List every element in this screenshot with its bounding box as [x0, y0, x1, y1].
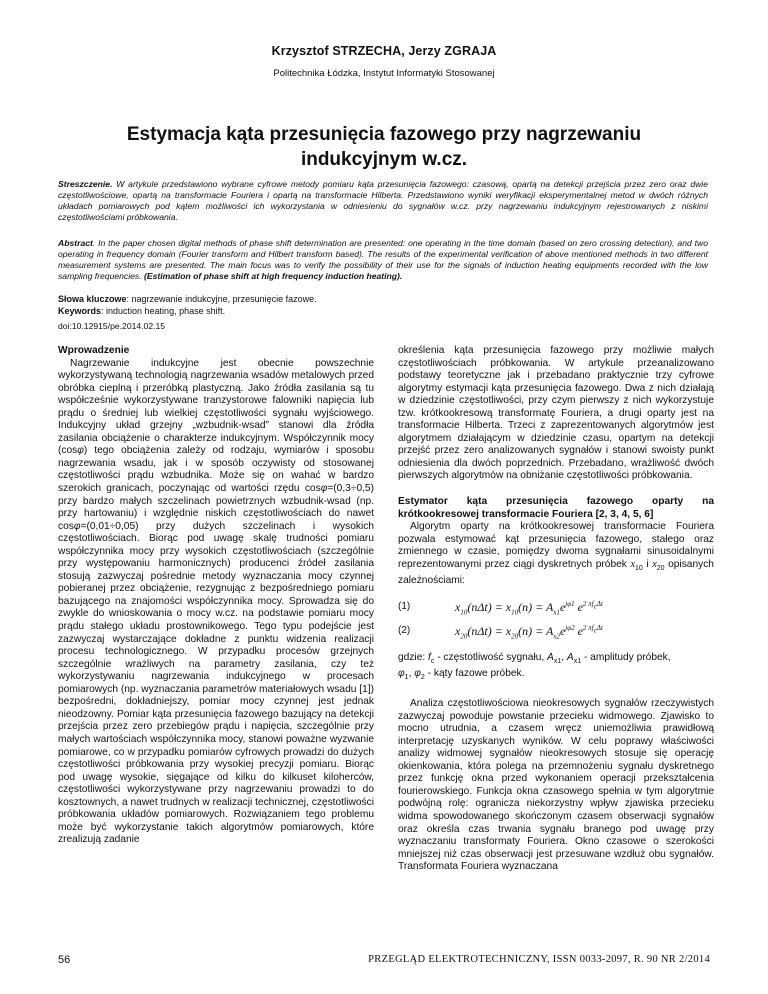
keywords-polish: [58, 293, 708, 305]
equation-2-number: (2): [398, 624, 411, 636]
equation-2: (2) $x_{20}(n\Delta t) = x_{20}(n) = A_{x2}e^{j\varphi 2}$ $e^{2 \pi f_c\Delta t}$: [398, 623, 603, 641]
spectral-leakage-paragraph: Analiza częstotliwościowa nieokresowych sygnałów rzeczywistych zazwyczaj powoduje powstanie przecieku widmowego. Zjawisko to mocno utrudnia, a czasem wręcz uniemożliwia prawidłową interpretację uzyskanych wyników. W celu poprawy właściwości analizy widmowej sygnałów nieokresowych stosuje się operację okienkowania, która polega na przemnożeniu sygnału dyskretnego przez funkcję okna przed wykonaniem operacji przekształcenia fourierowskiego. Funkcja okna czasowego spełnia w tym algorytmie podwójną rolę: ogranicza niekorzystny wpływ zjawiska przecieku widma spowodowanego skończonym czasem obserwacji sygnałów oraz określa czas trwania sygnału branego pod uwagę przy wyznaczaniu transformaty Fouriera. Okno czasowe o szerokości mniejszej niż czas obserwacji jest przesuwane wzdłuż obu sygnałów. Transformata Fouriera wyznaczana: [398, 698, 714, 873]
section-heading-introduction: Wprowadzenie: [58, 345, 130, 356]
paper-title: Estymacja kąta przesunięcia fazowego przy nagrzewaniu indukcyjnym w.cz.: [126, 124, 642, 170]
right-column: [398, 345, 714, 874]
english-title: (Estimation of phase shift at high frequency induction heating).: [143, 271, 403, 281]
fourier-paragraph: Algorytm oparty na krótkookresowej transformacie Fouriera pozwala estymować kąt przesunięcia fazowego, stałego oraz zmiennego w czasie, pomiędzy dwoma sygnałami sinusoidalnymi reprezentowanymi przez ciągi dyskretnych próbek $x_{10}$ i $x_{20}$ opisanych zależnościami:: [398, 521, 714, 587]
abstract-pl-text: W artykule przedstawiono wybrane cyfrowe metody pomiaru kąta przesunięcia fazowego: czasową, opartą na detekcji przejścia przez zero oraz dwie częstotliwościowe, opartą na transformacie Fouriera i opartą na transformacie Hilberta. Przedstawiono wyniki weryfikacji eksperymentalnej metod w dwóch różnych układach pomiarowych pod kątem możliwości ich wykorzystania w odniesieniu do sygnałów w.cz. przy nagrzewaniu indukcyjnym rejestrowanych z niskimi częstotliwościami próbkowania.: [58, 179, 708, 222]
abstract-pl-label: Streszczenie.: [58, 179, 113, 189]
where-definitions: gdzie: $f_c$ - częstotliwość sygnału, $A_{x1}$, $A_{x1}$ - amplitudy próbek, $\varphi_1$, $\varphi_2$ - kąty fazowe próbek.: [398, 651, 671, 682]
page-number: 56: [58, 954, 71, 966]
keywords-pl-label: Słowa kluczowe: [58, 294, 127, 304]
equation-1-number: (1): [398, 600, 411, 612]
intro-paragraph: Nagrzewanie indukcyjne jest obecnie powszechnie wykorzystywaną technologią nagrzewania wsadów metalowych przed obróbka cieplną i przeróbką plastyczną. Jako źródła zasilania są tu współcześnie wykorzystywane tranzystorowe falowniki napięcia lub prądu o średniej lub wielkiej częstotliwości sygnału wyjściowego. Indukcyjny układ grzejny „wzbudnik-wsad” stanowi dla źródła zasilania obciążenie o charakterze indukcyjnym. Współczynnik mocy (cosφ) tego obciążenia zależy od rodzaju, wymiarów i sposobu nagrzewania wsadu, jak i w sposób oczywisty od stosowanej częstotliwości prądu wzbudnika. Może się on wahać w bardzo szerokich granicach, poczynając od wartości rzędu cosφ=(0,3÷0,5) przy bardzo małych szczelinach powietrznych wzbudnik-wsad (np. przy hartowaniu) i względnie niskich częstotliwościach do nawet cosφ=(0,01÷0,05) przy dużych szczelinach i wysokich częstotliwościach. Biorąc pod uwagę skalę trudności pomiaru współczynnika mocy przy wysokich częstotliwościach (szczególnie przy występowaniu harmonicznych) producenci źródeł zasilania stosują zazwyczaj pośrednie metody wyznaczania mocy czynnej pobieranej przez obciążenie, rezygnując z bezpośredniego pomiaru bazującego na znajomości współczynnika mocy. Sprowadza się do zwykle do wnioskowania o mocy w.cz. na podstawie pomiaru mocy prądu stałego układu prostownikowego. Tego typu podejście jest zazwyczaj wystarczające dokładne z punktu widzenia realizacji procesu technologicznego. W przypadku procesów grzejnych szczególnie wrażliwych na parametry zasilania, czy też wykorzystywaniu nagrzewania indukcyjnego w procesach pomiarowych (np. wyznaczania parametrów materiałowych wsadu [1]) bezpośredni, dokładniejszy, pomiar mocy czynnej jest jednak nieodzowny. Pomiar kąta przesunięcia fazowego bazujący na detekcji przejścia przez zero przebiegów prądu i napięcia, szczególnie przy małych wartościach współczynnika mocy, stanowi poważne wyzwanie pomiarowe, co w przypadku pomiarów cyfrowych prowadzi do dużych częstotliwości próbkowania przy wysokiej precyzji pomiaru. Biorąc pod uwagę wysokie, sięgające od kilku do kilkuset kiloherców, częstotliwości wykorzystywane przy nagrzewaniu prowadzi to do kosztownych, a nawet trudnych w realizacji technicznej, częstotliwości próbkowania układów pomiarowych. Rozwiązaniem tego problemu może być wykorzystanie takich algorytmów pomiarowych, które zrealizują zadanie: [58, 357, 374, 846]
keywords-pl-text: : nagrzewanie indukcyjne, przesunięcie fazowe.: [126, 294, 317, 304]
abstract-en-text: . In the paper chosen digital methods of phase shift determination are presented: one operating in the time domain (based on zero crossing detection), and two operating in frequency domain (Fourier transform and Hilbert transform based). The results of the experimental verification of above mentioned methods in two different measurement systems are presented. The main focus was to verify the possibility of their use for the signals of induction heating equipments recorded with the low sampling frequencies.: [58, 238, 708, 281]
affiliation: Politechnika Łódzka, Instytut Informatyki Stosowanej: [273, 68, 495, 79]
equation-1: (1) $x_{10}(n\Delta t) = x_{10}(n) = A_{x1}e^{j\varphi 1}$ $e^{2 \pi f_c\Delta t}$: [398, 599, 603, 617]
keywords-english: [58, 305, 708, 317]
abstract-polish: [58, 179, 708, 223]
journal-footer: PRZEGLĄD ELEKTROTECHNICZNY, ISSN 0033-2097, R. 90 NR 2/2014: [368, 954, 710, 965]
keywords-en-text: : induction heating, phase shift.: [101, 306, 226, 316]
section-heading-fourier: Estymator kąta przesunięcia fazowego oparty na krótkookresowej transformacie Fouriera [2, 3, 4, 5, 6]: [398, 496, 714, 520]
left-column: [58, 345, 374, 847]
right-paragraph-1: określenia kąta przesunięcia fazowego przy możliwie małych częstotliwościach próbkowania. W artykule przeanalizowano podstawy teoretyczne jak i przebadano praktycznie trzy cyfrowe algorytmy estymacji kąta przesunięcia fazowego. Dwa z nich działają w dziedzinie częstotliwości, przy czym pierwszy z nich wykorzystuje tzw. krótkookresową transformatę Fouriera, a drugi oparty jest na transformacie Hilberta. Trzeci z zaprezentowanych algorytmów jest algorytmem działającym w dziedzinie czasu, opartym na detekcji przejść przez zero analizowanych sygnałów i stanowi swoisty punkt odniesienia dla dwóch poprzednich. Przebadano, wrażliwość dwóch pierwszych algorytmów na obniżanie częstotliwości próbkowania.: [398, 345, 714, 482]
abstract-en-label: Abstract: [58, 238, 93, 248]
keywords-en-label: Keywords: [58, 306, 102, 316]
abstract-english: [58, 238, 708, 282]
doi: doi:10.12915/pe.2014.02.15: [58, 321, 166, 331]
authors: Krzysztof STRZECHA, Jerzy ZGRAJA: [271, 44, 497, 58]
